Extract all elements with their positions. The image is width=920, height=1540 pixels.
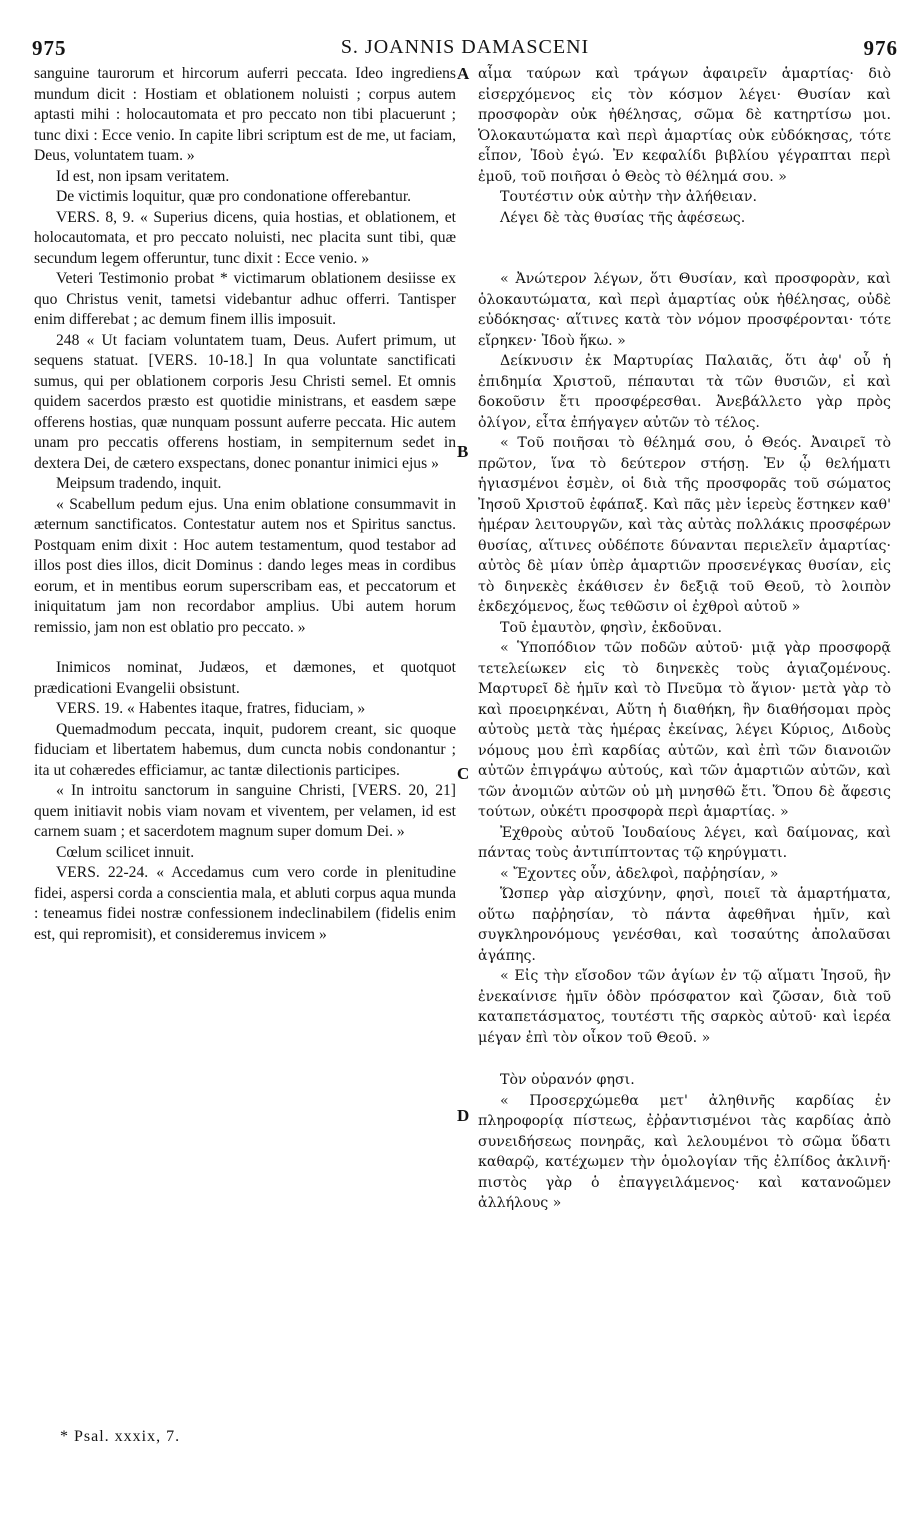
greek-paragraph: « Ἀνώτερον λέγων, ὅτι Θυσίαν, καὶ προσφορὰν, καὶ ὁλοκαυτώματα, καὶ περὶ ἁμαρτίας οὐκ ἠθέλησας, οὐδὲ εὐδόκησας· αἵτινες κατὰ τὸν νόμον προσφέρονται· τότε εἴρηκεν· Ἰδοὺ ἥκω. » xyxy=(478,271,891,349)
greek-paragraph: « Προσερχώμεθα μετ' ἀληθινῆς καρδίας ἐν πληροφορίᾳ πίστεως, ἐῤῥαντισμένοι τὰς καρδίας ἀπὸ συνειδήσεως πονηρᾶς, καὶ λελουμένοι τὸ σῶμα ὕδατι καθαρῷ, κατέχωμεν τὴν ὁμολογίαν τῆς ἐλπίδος ἀκλινῆ· πιστὸς γὰρ ὁ ἐπαγγειλάμενος· καὶ κατανοῶμεν ἀλλήλους » xyxy=(478,1092,891,1211)
greek-column xyxy=(478,64,891,1214)
greek-paragraph: Λέγει δὲ τὰς θυσίας τῆς ἀφέσεως. xyxy=(500,209,746,226)
latin-paragraph: VERS. 19. « Habentes itaque, fratres, fiduciam, » xyxy=(56,700,366,717)
latin-paragraph: Id est, non ipsam veritatem. xyxy=(56,167,230,185)
greek-paragraph: « Ὑποπόδιον τῶν ποδῶν αὐτοῦ· μιᾷ γὰρ προσφορᾷ τετελείωκεν εἰς τὸ διηνεκὲς τοὺς ἁγιαζομένους. Μαρτυρεῖ δὲ ἡμῖν καὶ τὸ Πνεῦμα τὸ ἅγιον· μετὰ γὰρ τὸ καὶ προειρηκέναι, Αὕτη ἡ διαθήκη, ἣν διαθήσομαι πρὸς αὐτοὺς μετὰ τὰς ἡμέρας ἐκείνας, λέγει Κύριος, Διδοὺς νόμους μου ἐπὶ καρδίας αὐτῶν, καὶ ἐπὶ τῶν διανοιῶν αὐτῶν ἐπιγράψω αὐτούς, καὶ τῶν ἁμαρτιῶν αὐτῶν, καὶ τῶν ἀνομιῶν αὐτῶν οὐ μὴ μνησθῶ ἔτι. Ὅπου δὲ ἄφεσις τούτων, οὐκέτι προσφορὰ περὶ ἁμαρτίας. » xyxy=(478,640,891,820)
page-number-left: 975 xyxy=(32,36,67,60)
latin-paragraph: Inimicos nominat, Judæos, et dæmones, et quotquot prædicationi Evangelii obsistunt. xyxy=(34,659,456,697)
latin-paragraph: 248 « Ut faciam voluntatem tuam, Deus. Aufert primum, ut sequens statuat. [VERS. 10-18.] In qua voluntate sanctificati sumus, qui per oblationem corporis Jesu Christi semel. Et omnis quidem sacerdos præsto est quotidie ministrans, et easdem sæpe offerens hostias, quæ nunquam possunt auferre peccata. Hic autem unam pro peccatis offerens hostiam, in sempiternum sedet in dextera Dei, de cætero exspectans, donec ponantur inimici ejus » xyxy=(34,331,456,472)
margin-letter-d: D xyxy=(457,1106,470,1125)
greek-paragraph: « Ἔχοντες οὖν, ἀδελφοὶ, παῤῥησίαν, » xyxy=(500,865,779,882)
latin-paragraph: De victimis loquitur, quæ pro condonatione offerebantur. xyxy=(56,188,412,205)
greek-paragraph: « Τοῦ ποιῆσαι τὸ θέλημά σου, ὁ Θεός. Ἀναιρεῖ τὸ πρῶτον, ἵνα τὸ δεύτερον στήσῃ. Ἐν ᾧ θελήματι ἡγιασμένοι ἐσμὲν, οἱ διὰ τῆς προσφορᾶς τοῦ σώματος Ἰησοῦ Χριστοῦ ἐφάπαξ. Καὶ πᾶς μὲν ἱερεὺς ἕστηκεν καθ' ἡμέραν λειτουργῶν, καὶ τὰς αὐτὰς πολλάκις προσφέρων θυσίας, αἵτινες οὐδέποτε δύνανται περιελεῖν ἁμαρτίας· αὐτὸς δὲ μίαν ὑπὲρ ἁμαρτιῶν προσενέγκας θυσίαν, εἰς τὸ διηνεκὲς ἐκάθισεν ἐν δεξιᾷ τοῦ Θεοῦ, τὸ λοιπὸν ἐκδεχόμενος, ἕως τεθῶσιν οἱ ἐχθροὶ αὐτοῦ » xyxy=(478,435,891,615)
greek-paragraph: Τουτέστιν οὐκ αὐτὴν τὴν ἀλήθειαν. xyxy=(500,189,758,205)
latin-paragraph: VERS. 22-24. « Accedamus cum vero corde in plenitudine fidei, aspersi corda a conscientia mala, et abluti corpus aqua munda : teneamus fidei nostræ confessionem indeclinabilem (fidelis enim est, qui repromisit), et consideremus invicem » xyxy=(34,864,456,943)
page-header xyxy=(32,36,898,62)
latin-paragraph: « Scabellum pedum ejus. Una enim oblatione consummavit in æternum sanctificatos. Contestatur autem nos et Spiritus sanctus. Postquam enim dixit : Hoc autem testamentum, quod testabor ad illos post dies illos, dicit Dominus : dando leges meas in cordibus eorum, et in mentibus eorum superscribam eas, et peccatorum et iniquitatum jam non recordabor amplius. Ubi autem horum remissio, jam non est oblatio pro peccato. » xyxy=(34,495,456,636)
margin-letter-a: A xyxy=(457,64,470,83)
latin-paragraph: Cœlum scilicet innuit. xyxy=(56,843,195,861)
greek-paragraph: « Εἰς τὴν εἴσοδον τῶν ἁγίων ἐν τῷ αἵματι Ἰησοῦ, ἣν ἐνεκαίνισε ἡμῖν ὁδὸν πρόσφατον καὶ ζῶσαν, διὰ τοῦ καταπετάσματος, τουτέστι τῆς σαρκὸς αὐτοῦ· καὶ ἱερέα μέγαν ἐπὶ τὸν οἶκον τοῦ Θεοῦ. » xyxy=(478,968,891,1046)
latin-paragraph: Quemadmodum peccata, inquit, pudorem creant, sic quoque fiduciam et libertatem habemus, dum cuncta nobis condonantur ; ita ut cohæredes efficiamur, ac tantæ dilectionis participes. xyxy=(34,720,456,779)
latin-paragraph: sanguine taurorum et hircorum auferri peccata. Ideo ingrediens mundum dicit : Hostiam et oblationem noluisti ; corpus autem aptasti mihi : holocautomata et pro peccato non tibi placuerunt ; tunc dixi : Ecce venio. In capite libri scriptum est de me, ut faciam, Deus, voluntatem tuam. » xyxy=(34,65,456,164)
latin-paragraph: Meipsum tradendo, inquit. xyxy=(56,475,222,492)
latin-paragraph: VERS. 8, 9. « Superius dicens, quia hostias, et oblationem, et holocautomata, et pro peccato noluisti, nec placita sunt tibi, quæ secundum legem offeruntur, tunc dixit : Ecce venio. » xyxy=(34,208,456,267)
greek-paragraph: Ὥσπερ γὰρ αἰσχύνην, φησὶ, ποιεῖ τὰ ἁμαρτήματα, οὕτω παῤῥησίαν, τὸ πάντα ἀφεθῆναι ἡμῖν, καὶ συγκληρονόμους γενέσθαι, καὶ τοσαύτης ἀπολαῦσαι ἀγάπης. xyxy=(478,886,891,964)
margin-letter-c: C xyxy=(457,764,470,783)
greek-paragraph: Τοῦ ἐμαυτὸν, φησὶν, ἐκδοῦναι. xyxy=(500,619,723,636)
footnote: * Psal. xxxix, 7. xyxy=(60,1428,181,1445)
greek-paragraph: αἷμα ταύρων καὶ τράγων ἀφαιρεῖν ἁμαρτίας· διὸ εἰσερχόμενος εἰς τὸν κόσμον λέγει· Θυσίαν καὶ προσφορὰν οὐκ ἠθέλησας, σῶμα δὲ κατηρτίσω μοι. Ὁλοκαυτώματα καὶ περὶ ἁμαρτίας οὐκ εὐδόκησας, τότε εἶπον, Ἰδοὺ ἐγώ. Ἐν κεφαλίδι βιβλίου γέγραπται περὶ ἐμοῦ, τοῦ ποιῆσαι ὁ Θεὸς τὸ θέλημά σου. » xyxy=(478,66,891,185)
greek-paragraph: Ἐχθροὺς αὐτοῦ Ἰουδαίους λέγει, καὶ δαίμονας, καὶ πάντας τοὺς ἀντιπίπτοντας τῷ κηρύγματι. xyxy=(478,824,891,861)
latin-paragraph: Veteri Testimonio probat * victimarum oblationem desiisse ex quo Christus venit, tametsi videbantur adhuc offerri. Tantisper enim differebat ; ac demum finem illis imposuit. xyxy=(34,270,456,328)
greek-paragraph: Δείκνυσιν ἐκ Μαρτυρίας Παλαιᾶς, ὅτι ἀφ' οὗ ἡ ἐπιδημία Χριστοῦ, πέπαυται τὰ τῶν θυσιῶν, εἰ καὶ δοκοῦσιν ἔτι προσφέρεσθαι. Ἀνεβάλλετο γὰρ πρὸς ὀλίγον, εἶτα ἐπήγαγεν αὐτῶν τὸ τέλος. xyxy=(478,353,891,431)
latin-paragraph: « In introitu sanctorum in sanguine Christi, [VERS. 20, 21] quem initiavit nobis viam novam et viventem, per velamen, id est carnem suam ; et sacerdotem magnum super domum Dei. » xyxy=(34,782,456,840)
margin-letter-b: B xyxy=(457,442,469,461)
running-title: S. JOANNIS DAMASCENI xyxy=(340,36,590,58)
latin-column xyxy=(34,64,456,945)
page-number-right: 976 xyxy=(863,36,898,60)
greek-paragraph: Τὸν οὐρανόν φησι. xyxy=(500,1072,635,1088)
